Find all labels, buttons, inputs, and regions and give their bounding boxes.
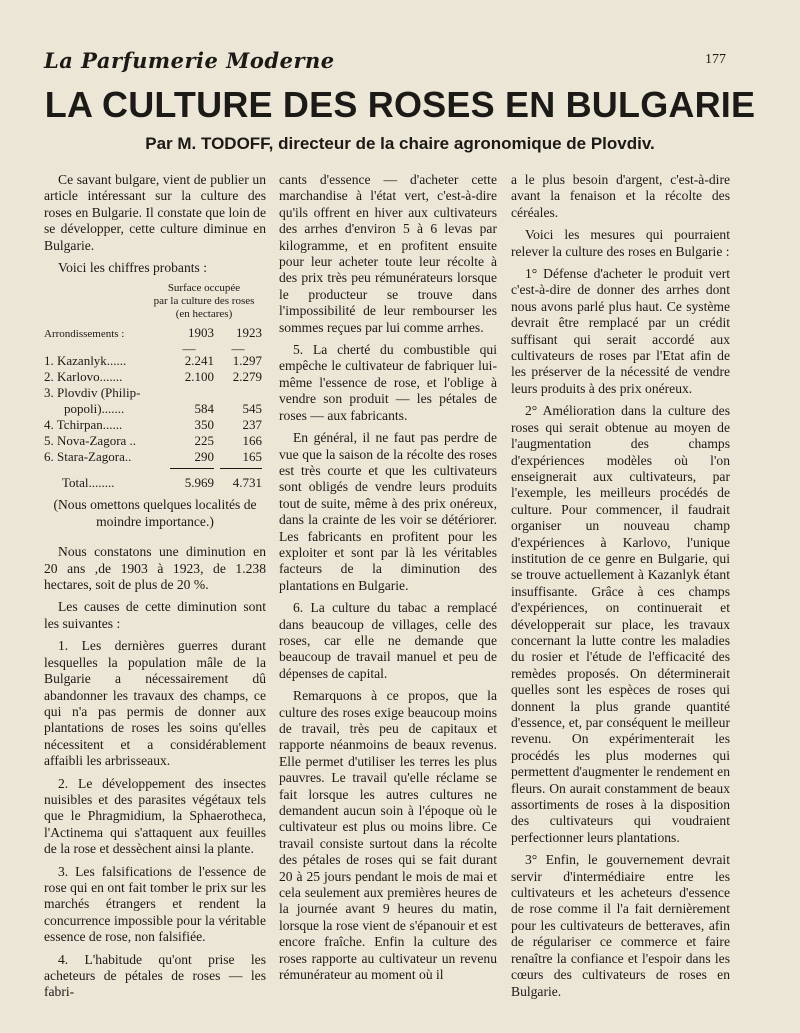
paragraph: cants d'essence — d'acheter cette marchandise à l'état vert, c'est-à-dire qu'ils offrent en hiver aux cultivateurs des arrhes d'environ 5 à 6 levas par kilogramme, et en profitent ensuite pour leur acheter toute leur récolte à des prix très peu rémunérateurs lorsque le producteur se trouve dans l'impossibilité de leur rembourser les sommes reçues par lui comme arrhes.	[279, 172, 497, 335]
year-1923: 1923	[236, 325, 262, 341]
paragraph: 1. Les dernières guerres durant lesquelles la population mâle de la Bulgarie a nécessairement dû abandonner les travaux des champs, ce qui n'a pas permis de donner aux plantations de roses les soins qu'elles nécessitent et a considérablement affaibli les arbrisseaux.	[44, 638, 266, 769]
surface-table	[44, 282, 266, 491]
paragraph: 2° Amélioration dans la culture des roses qui serait obtenue au moyen de l'augmentation des champs d'expériences modèles où l'on enseignerait aux cultivateurs, par l'exemple, les meilleurs procédés de culture. Pour commencer, il faudrait organiser un nouveau champ d'expériences à Karlovo, l'unique institution de ce genre en Bulgarie, qui se trouve actuellement à Kazanlyk étant insuffisante. Grâce à ces champs d'expériences, on continuerait et développerait sur place, les travaux concernant la lutte contre les maladies du rosier et l'étude de l'efficacité des remèdes proposés. On déterminerait quelles sont les espèces de roses qui donnent la plus grande quantité d'essence, et, par conséquent le meilleur revenu. On expérimenterait les procédés les plus modernes qui permettent d'augmenter le rendement en fleurs. On aurait constamment de beaux assortiments de roses à la disposition des cultivateurs qui voudraient perfectionner leurs plantations.	[511, 403, 730, 845]
paragraph: Remarquons à ce propos, que la culture des roses exige beaucoup moins de travail, très peu de capitaux et rapporte néanmoins de beaux revenus. Elle permet d'utiliser les terres les plus pauvres. Le travail qu'elle réclame se fait lorsque les autres cultures ne demandent aucun soin à l'époque où le cultivateur est plus ou moins libre. Ce travail consiste surtout dans la récolte des pétales de roses qui se fait durant 20 à 25 jours pendant le mois de mai et cela seulement aux premières heures de la journée avant 9 heures du matin, lorsque la rose vient de s'épanouir et est encore fraîche. Enfin la culture des roses rapporte au cultivateur un revenu rémunérateur au moment où il	[279, 688, 497, 983]
journal-masthead: La Parfumerie Moderne	[44, 48, 335, 73]
paragraph: 5. La cherté du combustible qui empêche le cultivateur de fabriquer lui-même l'essence de rose, et l'oblige à vendre son produit — les pétales de roses — aux fabricants.	[279, 342, 497, 423]
table-total-row: Total........ 5.969 4.731	[62, 475, 262, 491]
table-row: popoli)....... 584 545	[64, 401, 262, 417]
paragraph: Ce savant bulgare, vient de publier un article intéressant sur la culture des roses en Bulgarie. Il constate que loin de se développer, cette culture diminue en Bulgarie.	[44, 172, 266, 253]
paragraph: 1° Défense d'acheter le produit vert c'est-à-dire de donner des arrhes dont nous avons parlé plus haut. Ce système devrait être remplacé par un crédit suffisant qui serait accordé aux cultivateurs de roses par l'Etat afin de les préserver de la nécessité de vendre leurs produits à des prix onéreux.	[511, 266, 730, 396]
paragraph: 4. L'habitude qu'ont prise les acheteurs de pétales de roses — les fabri-	[44, 951, 266, 1000]
table-row: 3. Plovdiv (Philip-	[44, 385, 141, 401]
table-dash-row: — —	[182, 341, 245, 357]
paragraph: 3° Enfin, le gouvernement devrait servir d'intermédiaire entre les cultivateurs et les acheteurs d'essence de rose comme il l'a fait dernièrement pour les cultivateurs de betteraves, afin de régulariser ce commerce et faire renaître la confiance et l'espoir dans les cœurs des cultivateurs de roses en Bulgarie.	[511, 852, 730, 999]
paragraph: En général, il ne faut pas perdre de vue que la saison de la récolte des roses est très courte et que les cultivateurs sont obligés de vendre leurs produits tout de suite, même à des prix onéreux, dans la crainte de les voir se détériorer. Les fabricants en profitent pour les exploiter et sont par là les véritables facteurs de la diminution des plantations en Bulgarie.	[279, 430, 497, 593]
table-row: 2. Karlovo....... 2.100 2.279	[44, 369, 262, 385]
article-title: LA CULTURE DES ROSES EN BULGARIE	[44, 84, 756, 125]
table-row: 4. Tchirpan...... 350 237	[44, 417, 262, 433]
paragraph: 2. Le développement des insectes nuisibles et des parasites végétaux tels que le Phragmidium, la Sphaerotheca, l'Actinema qui s'attaquent aux feuilles de la rose et dessèchent ainsi la plante.	[44, 775, 266, 857]
paragraph: Nous constatons une diminution en 20 ans ,de 1903 à 1923, de 1.238 hectares, soit de plus de 20 %.	[44, 544, 266, 593]
paragraph: Voici les mesures qui pourraient relever la culture des roses en Bulgarie :	[511, 227, 730, 259]
table-total-rule	[44, 465, 266, 473]
paragraph: 3. Les falsifications de l'essence de rose qui en ont fait tomber le prix sur les marchés étrangers et rendent la concurrence impossible pour la véritable essence de rose, non falsifiée.	[44, 863, 266, 945]
column-2	[279, 172, 497, 990]
table-row: 1. Kazanlyk...... 2.241 1.297	[44, 353, 262, 369]
table-header: Surface occupée par la culture des roses (en hectares)	[153, 282, 255, 321]
paragraph: Voici les chiffres probants :	[58, 260, 207, 276]
column-1	[44, 172, 266, 1007]
page-number: 177	[705, 52, 726, 67]
paragraph: a le plus besoin d'argent, c'est-à-dire avant la fenaison et la récolte des céréales.	[511, 172, 730, 220]
year-1903: 1903	[188, 325, 214, 341]
table-row: 6. Stara-Zagora.. 290 165	[44, 449, 262, 465]
arrondissements-label: Arrondissements :	[44, 328, 125, 341]
paragraph: Les causes de cette diminution sont les suivantes :	[44, 599, 266, 631]
table-row: 5. Nova-Zagora .. 225 166	[44, 433, 262, 449]
article-byline: Par M. TODOFF, directeur de la chaire agronomique de Plovdiv.	[145, 134, 655, 153]
column-3	[511, 172, 730, 1006]
table-note: (Nous omettons quelques localités de moindre importance.)	[53, 497, 257, 529]
table-year-row	[44, 325, 266, 341]
paragraph: 6. La culture du tabac a remplacé dans beaucoup de villages, celle des roses, car elle ne demande que beaucoup de travail manuel et peu de dépenses de capital.	[279, 600, 497, 681]
